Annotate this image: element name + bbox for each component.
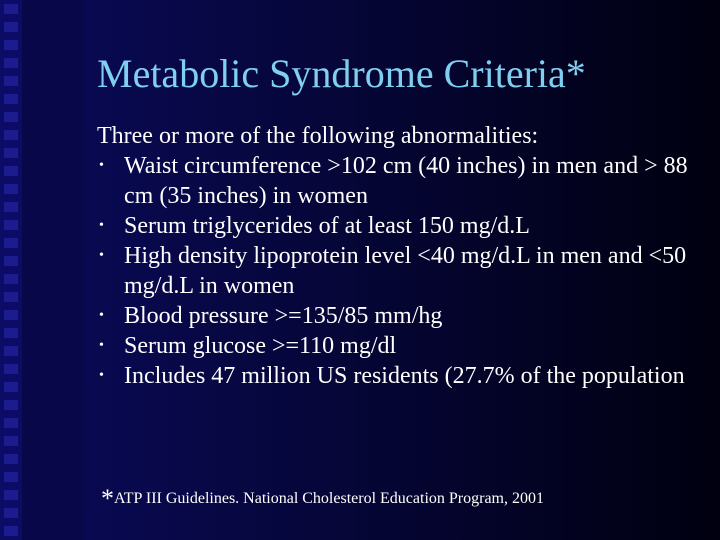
list-item-text: Serum glucose >=110 mg/dl: [124, 333, 397, 359]
left-decorative-strip: [0, 0, 22, 540]
list-item-text: Waist circumference >102 cm (40 inches) in men and > 88 cm (35 inches) in women: [124, 153, 688, 209]
square-pattern: [4, 4, 18, 536]
list-item-text: High density lipoprotein level <40 mg/d.L in men and <50 mg/d.L in women: [124, 243, 687, 299]
list-item: [97, 301, 707, 331]
footnote-text: ATP III Guidelines. National Cholesterol Education Program, 2001: [114, 490, 544, 507]
list-item: [97, 151, 707, 211]
footnote: [101, 484, 544, 514]
slide-body: [97, 121, 707, 391]
list-item: [97, 361, 707, 391]
bullet-icon: •: [99, 218, 104, 233]
criteria-list: [97, 151, 707, 391]
list-item-text: Blood pressure >=135/85 mm/hg: [124, 303, 443, 329]
list-item: [97, 331, 707, 361]
bullet-icon: •: [99, 158, 104, 173]
slide-title: Metabolic Syndrome Criteria*: [97, 51, 586, 96]
bullet-icon: •: [99, 368, 104, 383]
bullet-icon: •: [99, 308, 104, 323]
list-item-text: Includes 47 million US residents (27.7% of the population: [124, 363, 685, 389]
list-item-text: Serum triglycerides of at least 150 mg/d.L: [124, 213, 530, 239]
list-item: [97, 241, 707, 301]
list-item: [97, 211, 707, 241]
intro-text: Three or more of the following abnormalities:: [97, 123, 539, 149]
footnote-marker: *: [101, 484, 114, 513]
left-decorative-band: [22, 0, 84, 540]
bullet-icon: •: [99, 338, 104, 353]
bullet-icon: •: [99, 248, 104, 263]
